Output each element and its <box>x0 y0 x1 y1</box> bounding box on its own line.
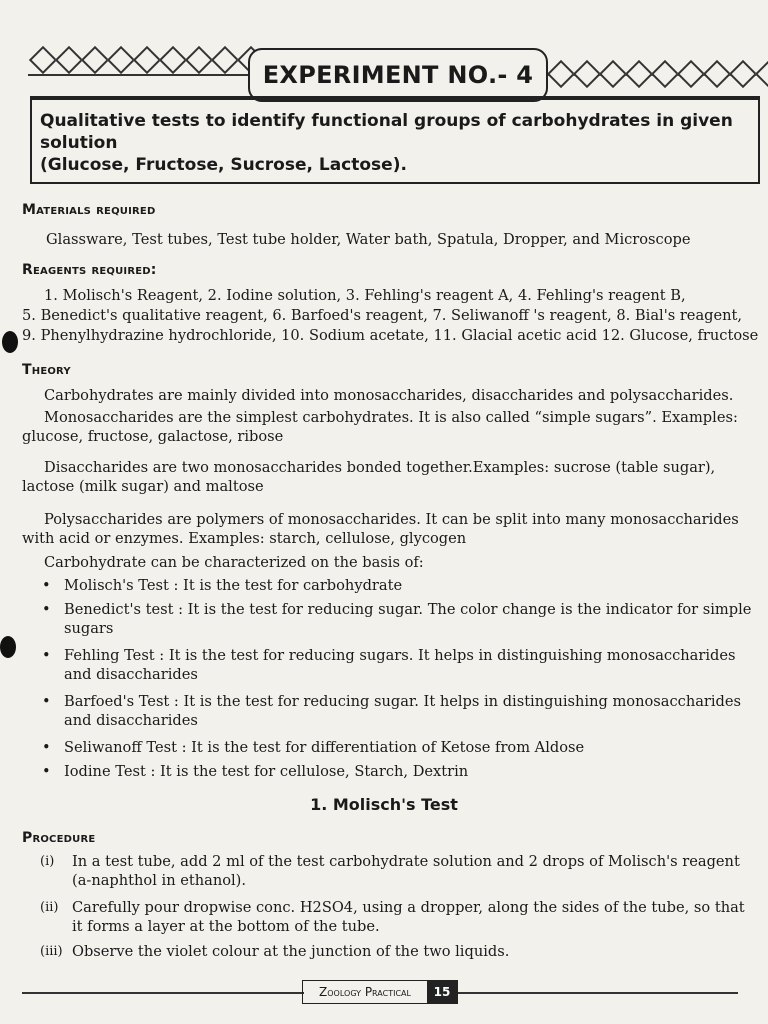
footer-rule-right <box>456 992 738 994</box>
test-list-item <box>42 738 752 757</box>
procedure-heading: Procedure <box>22 830 96 846</box>
aim-line-2: (Glucose, Fructose, Sucrose, Lactose). <box>40 155 407 175</box>
punch-hole <box>0 636 16 658</box>
theory-paragraph-3: Disaccharides are two monosaccharides bonded together.Examples: sucrose (table sugar), lactose (milk sugar) and maltose <box>22 459 716 495</box>
experiment-title-box <box>248 48 548 102</box>
procedure-step-number: (i) <box>40 854 55 869</box>
procedure-step <box>40 852 752 890</box>
test-list-item <box>42 762 752 781</box>
bullet-icon: • <box>42 763 51 780</box>
bullet-icon: • <box>42 647 51 664</box>
procedure-step-number: (ii) <box>40 900 59 915</box>
page-number: 15 <box>427 981 457 1003</box>
aim-line-1: Qualitative tests to identify functional groups of carbohydrates in given solution <box>40 111 733 153</box>
reagents-line-2: 5. Benedict's qualitative reagent, 6. Barfoed's reagent, 7. Seliwanoff 's reagent, 8. Bial's reagent, <box>22 307 743 324</box>
theory-paragraph-1: Carbohydrates are mainly divided into monosaccharides, disaccharides and polysaccharides. <box>44 387 734 404</box>
test-list-item-text: Benedict's test : It is the test for reducing sugar. The color change is the indicator for simple sugars <box>64 601 752 637</box>
bullet-icon: • <box>42 693 51 710</box>
footer-rule-left <box>22 992 304 994</box>
theory-paragraph-5: Carbohydrate can be characterized on the basis of: <box>44 554 424 571</box>
test-list-item <box>42 576 752 595</box>
bullet-icon: • <box>42 739 51 756</box>
molisch-test-title: 1. Molisch's Test <box>310 795 458 814</box>
test-list-item-text: Seliwanoff Test : It is the test for differentiation of Ketose from Aldose <box>64 739 585 756</box>
procedure-step-number: (iii) <box>40 944 63 959</box>
experiment-title: EXPERIMENT NO.- 4 <box>262 61 534 89</box>
header-diamonds-right <box>548 64 768 84</box>
test-list-item <box>42 692 752 730</box>
procedure-step <box>40 942 752 961</box>
test-list-item <box>42 646 752 684</box>
header-diamonds-left <box>30 50 264 70</box>
footer-label-box <box>302 980 458 1004</box>
test-list-item-text: Fehling Test : It is the test for reducing sugars. It helps in distinguishing monosaccharides and disaccharides <box>64 647 736 683</box>
reagents-line-1: 1. Molisch's Reagent, 2. Iodine solution, 3. Fehling's reagent A, 4. Fehling's reagent B, <box>44 287 686 304</box>
test-list-item-text: Molisch's Test : It is the test for carbohydrate <box>64 577 403 594</box>
test-list-item-text: Iodine Test : It is the test for cellulose, Starch, Dextrin <box>64 763 469 780</box>
theory-paragraph-2: Monosaccharides are the simplest carbohydrates. It is also called “simple sugars”. Examples: glucose, fructose, galactose, ribose <box>22 409 738 445</box>
footer-label: Zoology Practical <box>319 985 411 999</box>
theory-paragraph-4: Polysaccharides are polymers of monosaccharides. It can be split into many monosaccharides with acid or enzymes. Examples: starch, cellulose, glycogen <box>22 511 739 547</box>
materials-text: Glassware, Test tubes, Test tube holder, Water bath, Spatula, Dropper, and Microscope <box>46 231 691 248</box>
punch-hole <box>2 331 18 353</box>
procedure-step-text: Carefully pour dropwise conc. H2SO4, using a dropper, along the sides of the tube, so that it forms a layer at the bottom of the tube. <box>72 899 745 935</box>
header-rule-left <box>28 74 250 76</box>
theory-heading: Theory <box>22 362 71 378</box>
reagents-line-3: 9. Phenylhydrazine hydrochloride, 10. Sodium acetate, 11. Glacial acetic acid 12. Glucose, fructose <box>22 327 759 344</box>
materials-heading: Materials required <box>22 202 156 218</box>
bullet-icon: • <box>42 601 51 618</box>
aim-text <box>40 110 752 176</box>
test-list-item-text: Barfoed's Test : It is the test for reducing sugar. It helps in distinguishing monosaccharides and disaccharides <box>64 693 742 729</box>
procedure-step <box>40 898 752 936</box>
procedure-step-text: In a test tube, add 2 ml of the test carbohydrate solution and 2 drops of Molisch's reagent (a-naphthol in ethanol). <box>72 853 740 889</box>
bullet-icon: • <box>42 577 51 594</box>
reagents-heading: Reagents required: <box>22 262 157 278</box>
test-list-item <box>42 600 752 638</box>
procedure-step-text: Observe the violet colour at the junction of the two liquids. <box>72 943 510 960</box>
